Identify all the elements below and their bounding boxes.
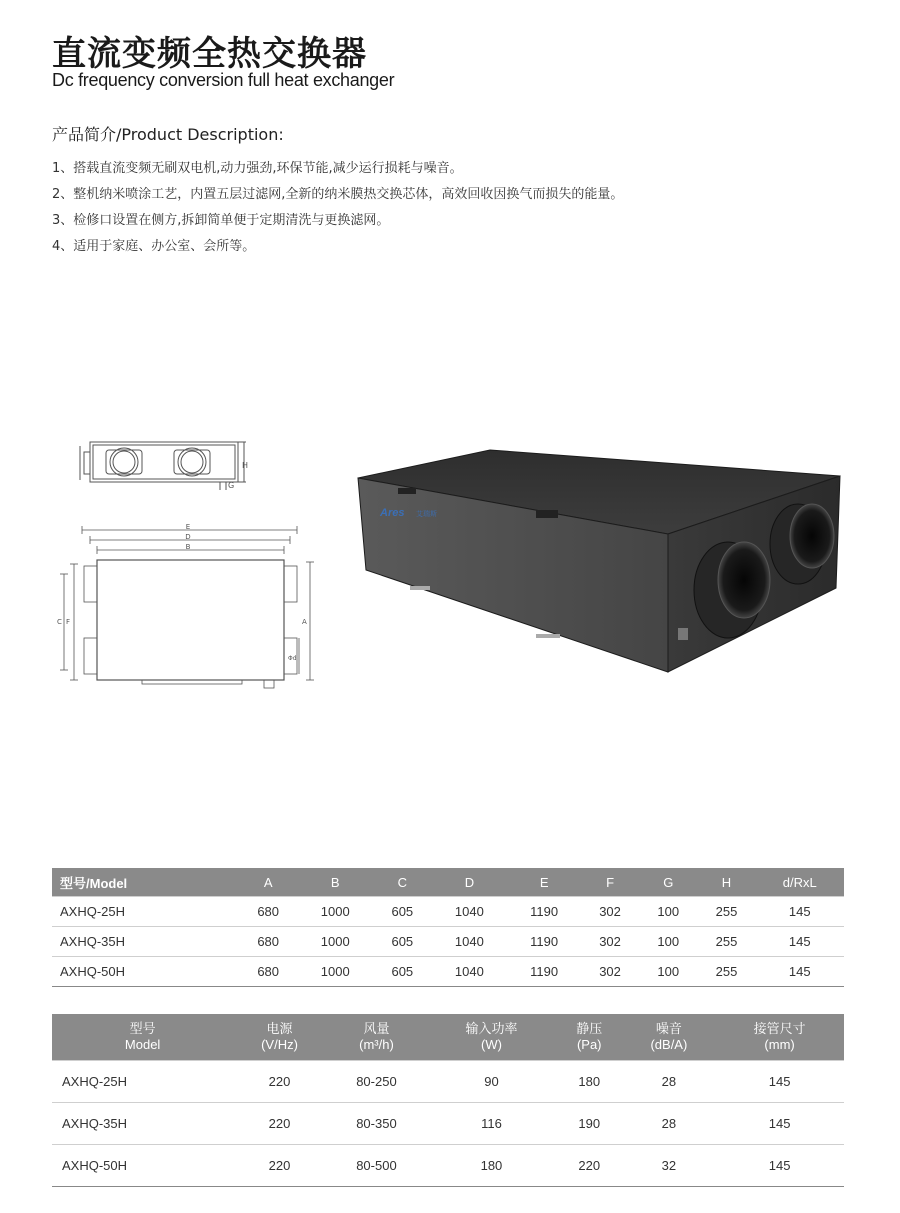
table-cell: 605	[373, 957, 431, 987]
header-en: (mm)	[764, 1037, 795, 1052]
page-subtitle: Dc frequency conversion full heat exchanger	[52, 70, 395, 90]
table-cell: 145	[715, 1103, 844, 1145]
header-en: (V/Hz)	[261, 1037, 298, 1052]
header-cell	[427, 1014, 556, 1061]
page-title: 直流变频全热交换器	[52, 34, 367, 74]
table-cell: 220	[233, 1145, 326, 1187]
header-cn: 噪音	[655, 1021, 682, 1036]
table-cell: 190	[556, 1103, 623, 1145]
header-cell: 型号/Model	[52, 868, 239, 897]
table-cell: AXHQ-35H	[52, 927, 239, 957]
table-cell: 116	[427, 1103, 556, 1145]
table-cell: 605	[373, 897, 431, 927]
header-cn: 输入功率	[465, 1021, 518, 1036]
label-h: H	[242, 461, 249, 470]
table-cell: 255	[697, 957, 755, 987]
table-cell: 1040	[431, 897, 507, 927]
table-cell: 680	[239, 957, 297, 987]
table-cell: 90	[427, 1061, 556, 1103]
table-cell: 1040	[431, 957, 507, 987]
table-cell: AXHQ-25H	[52, 1061, 233, 1103]
header-cell: A	[239, 868, 297, 897]
table-cell: 28	[623, 1103, 716, 1145]
table-row	[52, 1103, 844, 1145]
table-cell: 180	[427, 1145, 556, 1187]
table-cell: 1040	[431, 927, 507, 957]
table-cell: 302	[581, 897, 639, 927]
label-a: A	[302, 618, 307, 626]
label-f: F	[66, 618, 71, 626]
table-cell: 220	[556, 1145, 623, 1187]
front-view-drawing	[52, 520, 327, 692]
table-cell: 145	[756, 897, 844, 927]
header-cell: H	[697, 868, 755, 897]
table-header-row	[52, 868, 844, 897]
table-cell: 145	[715, 1061, 844, 1103]
table-cell: AXHQ-25H	[52, 897, 239, 927]
table-cell: 1190	[507, 897, 581, 927]
table-cell: 1190	[507, 957, 581, 987]
table-cell: 80-500	[326, 1145, 427, 1187]
table-cell: 1000	[297, 957, 373, 987]
table-cell: AXHQ-50H	[52, 957, 239, 987]
table-cell: 100	[639, 957, 697, 987]
table-header-row	[52, 1014, 844, 1061]
table-cell: 302	[581, 957, 639, 987]
header-cell	[326, 1014, 427, 1061]
table-cell: 605	[373, 927, 431, 957]
brand-logo-cn: 艾瑞斯	[416, 510, 437, 518]
description-item: 4、适用于家庭、办公室、会所等。	[52, 239, 256, 254]
description-heading: 产品简介/Product Description:	[52, 125, 284, 144]
label-c: C	[57, 618, 62, 626]
table-cell: 100	[639, 927, 697, 957]
header-cn: 型号	[129, 1021, 156, 1036]
header-cell	[52, 1014, 233, 1061]
table-cell: 680	[239, 897, 297, 927]
table-cell: 145	[756, 927, 844, 957]
table-cell: 28	[623, 1061, 716, 1103]
table-cell: 680	[239, 927, 297, 957]
label-d: D	[185, 533, 191, 541]
table-row	[52, 897, 844, 927]
description-item: 2、整机纳米喷涂工艺，内置五层过滤网,全新的纳米膜热交换芯体，高效回收因换气而损失的能量。	[52, 187, 624, 202]
description-item: 1、搭载直流变频无刷双电机,动力强劲,环保节能,减少运行损耗与噪音。	[52, 161, 463, 176]
label-g: G	[228, 481, 235, 490]
table-row	[52, 1061, 844, 1103]
header-cell: C	[373, 868, 431, 897]
description-item: 3、检修口设置在侧方,拆卸简单便于定期清洗与更换滤网。	[52, 213, 390, 228]
table-cell: 80-350	[326, 1103, 427, 1145]
brand-logo: Ares	[380, 507, 405, 519]
header-cell: E	[507, 868, 581, 897]
label-phi: Φd	[288, 655, 297, 662]
table-cell: 255	[697, 927, 755, 957]
table-cell: 220	[233, 1103, 326, 1145]
table-cell: 145	[715, 1145, 844, 1187]
header-cn: 接管尺寸	[753, 1021, 806, 1036]
table-cell: 145	[756, 957, 844, 987]
table-row	[52, 927, 844, 957]
table-cell: 1000	[297, 897, 373, 927]
header-cn: 风量	[363, 1021, 390, 1036]
header-cn: 静压	[576, 1021, 603, 1036]
table-cell: 302	[581, 927, 639, 957]
header-cell	[233, 1014, 326, 1061]
header-cell: D	[431, 868, 507, 897]
header-cell: B	[297, 868, 373, 897]
table-cell: 32	[623, 1145, 716, 1187]
dimension-table	[52, 868, 844, 987]
table-cell: 100	[639, 897, 697, 927]
table-cell: 1190	[507, 927, 581, 957]
header-cell	[715, 1014, 844, 1061]
table-cell: AXHQ-50H	[52, 1145, 233, 1187]
header-cell: G	[639, 868, 697, 897]
header-en: (m³/h)	[359, 1037, 394, 1052]
header-en: (Pa)	[576, 1037, 602, 1052]
header-cell: d/RxL	[756, 868, 844, 897]
top-view-drawing	[70, 438, 250, 494]
header-en: (W)	[480, 1037, 502, 1052]
header-cn: 电源	[266, 1021, 293, 1036]
header-cell	[556, 1014, 623, 1061]
table-cell: 80-250	[326, 1061, 427, 1103]
header-cell: F	[581, 868, 639, 897]
table-row	[52, 957, 844, 987]
product-photo	[350, 448, 860, 680]
table-row	[52, 1145, 844, 1187]
header-en: (dB/A)	[650, 1037, 688, 1052]
performance-table	[52, 1014, 844, 1187]
table-cell: 180	[556, 1061, 623, 1103]
description-list	[52, 156, 623, 260]
header-en: Model	[124, 1037, 161, 1052]
label-e: E	[185, 523, 191, 531]
table-cell: 1000	[297, 927, 373, 957]
table-cell: 255	[697, 897, 755, 927]
table-cell: AXHQ-35H	[52, 1103, 233, 1145]
table-cell: 220	[233, 1061, 326, 1103]
header-cell	[623, 1014, 716, 1061]
label-b: B	[185, 543, 191, 551]
